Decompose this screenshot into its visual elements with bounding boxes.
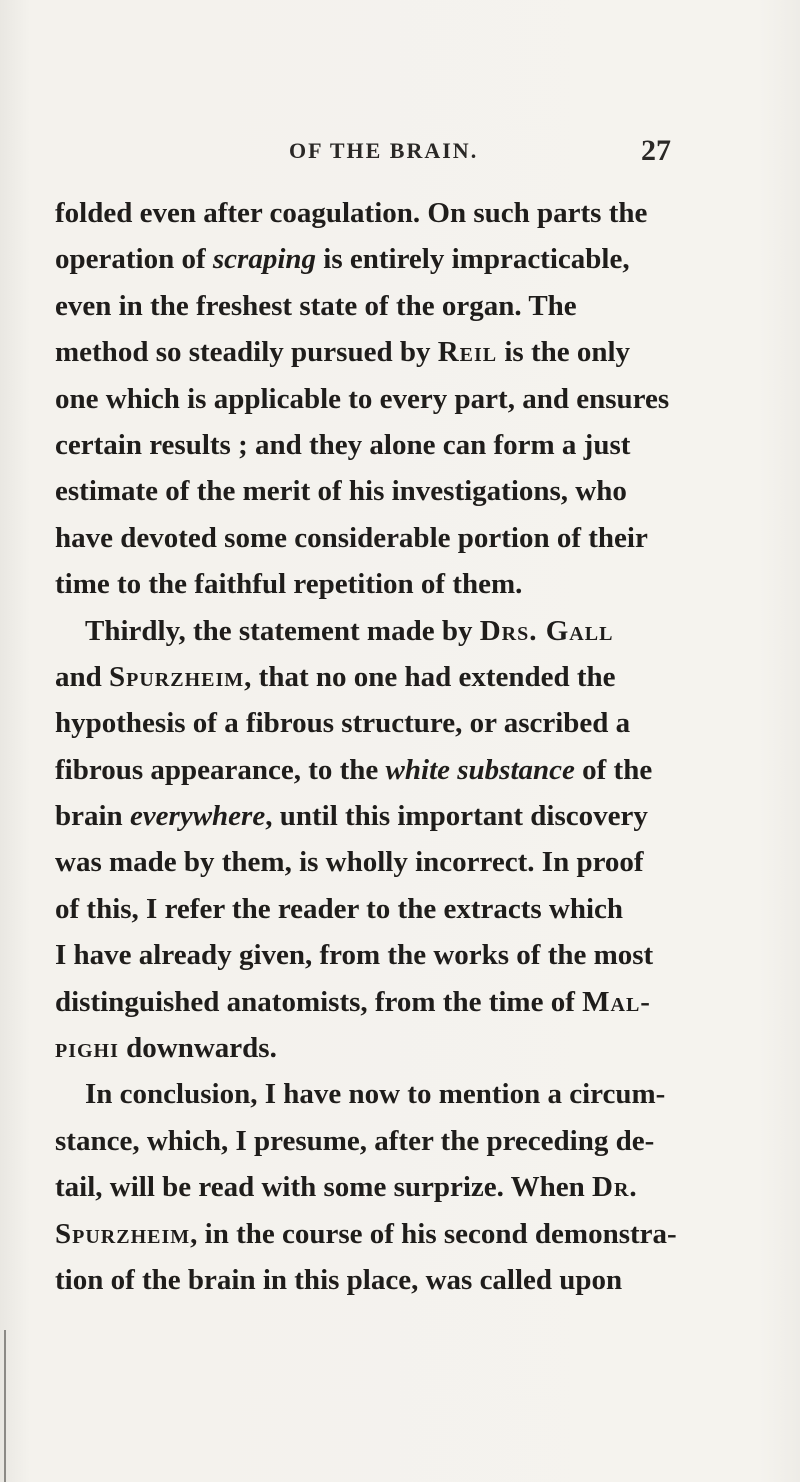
italic-text: scraping (212, 243, 317, 276)
text-line (55, 1164, 705, 1210)
text-line (55, 515, 705, 561)
text-run: tail, will be read with some surprize. When (55, 1171, 593, 1204)
small-caps-name: Spurzheim (55, 1217, 191, 1250)
text-run: , in the course of his second demonstra- (190, 1217, 677, 1250)
text-run: certain results ; and they alone can form a just (55, 428, 631, 461)
text-run: I have already given, from the works of the most (55, 939, 654, 972)
text-run: , until this important discovery (265, 800, 648, 833)
text-run: hypothesis of a fibrous structure, or ascribed a (55, 707, 631, 740)
text-run: time to the faithful repetition of them. (55, 568, 523, 601)
text-run: one which is applicable to every part, and ensures (55, 382, 670, 415)
text-run: , that no one had extended the (244, 660, 616, 693)
text-line (55, 608, 705, 654)
page-edge-shadow (4, 1330, 6, 1482)
small-caps-name: Drs. Gall (479, 614, 614, 647)
italic-text: everywhere (129, 800, 266, 833)
running-title: OF THE BRAIN. (289, 138, 479, 163)
text-line (55, 283, 705, 329)
text-line (55, 932, 705, 978)
text-line (55, 236, 705, 282)
text-run: folded even after coagulation. On such parts the (55, 197, 648, 229)
text-line (55, 1025, 705, 1071)
text-line (55, 422, 705, 468)
text-line (55, 1071, 705, 1117)
text-run: tion of the brain in this place, was called upon (55, 1263, 623, 1296)
page-number: 27 (641, 134, 671, 167)
text-line (55, 468, 705, 514)
page-header (0, 134, 800, 178)
body-text (55, 190, 705, 1303)
small-caps-name: pighi (55, 1032, 119, 1065)
text-line (55, 1257, 705, 1303)
text-run: is the only (497, 336, 631, 369)
text-line (55, 979, 705, 1025)
text-run: brain (55, 800, 130, 833)
text-run: operation of (55, 243, 213, 276)
small-caps-name: Spurzheim (109, 660, 245, 693)
text-run: have devoted some considerable portion of their (55, 521, 648, 554)
small-caps-name: Mal- (582, 985, 651, 1018)
text-line (55, 329, 705, 375)
text-line (55, 886, 705, 932)
text-line (55, 376, 705, 422)
text-line (55, 1211, 705, 1257)
text-line (55, 654, 705, 700)
text-run: fibrous appearance, to the (55, 753, 386, 786)
text-run: distinguished anatomists, from the time of (55, 985, 583, 1018)
small-caps-name: Dr. (592, 1171, 638, 1204)
text-run: downwards. (118, 1032, 277, 1065)
text-run: of this, I refer the reader to the extracts which (55, 892, 624, 925)
text-line (55, 561, 705, 607)
text-run: stance, which, I presume, after the preceding de- (55, 1124, 655, 1157)
small-caps-name: Reil (437, 336, 498, 369)
text-run: Thirdly, the statement made by (85, 614, 480, 647)
text-line (55, 1118, 705, 1164)
text-run: is entirely impracticable, (316, 243, 630, 276)
text-run: was made by them, is wholly incorrect. In proof (55, 846, 644, 879)
text-line (55, 839, 705, 885)
text-run: of the (574, 753, 653, 786)
text-run: and (55, 660, 110, 693)
text-line (55, 747, 705, 793)
text-run: even in the freshest state of the organ. The (55, 289, 577, 322)
italic-text: white substance (385, 753, 575, 786)
text-line (55, 700, 705, 746)
text-run: method so steadily pursued by (55, 336, 438, 369)
text-run: In conclusion, I have now to mention a circum- (85, 1078, 666, 1111)
text-line (55, 190, 705, 236)
text-line (55, 793, 705, 839)
text-run: estimate of the merit of his investigations, who (55, 475, 627, 508)
